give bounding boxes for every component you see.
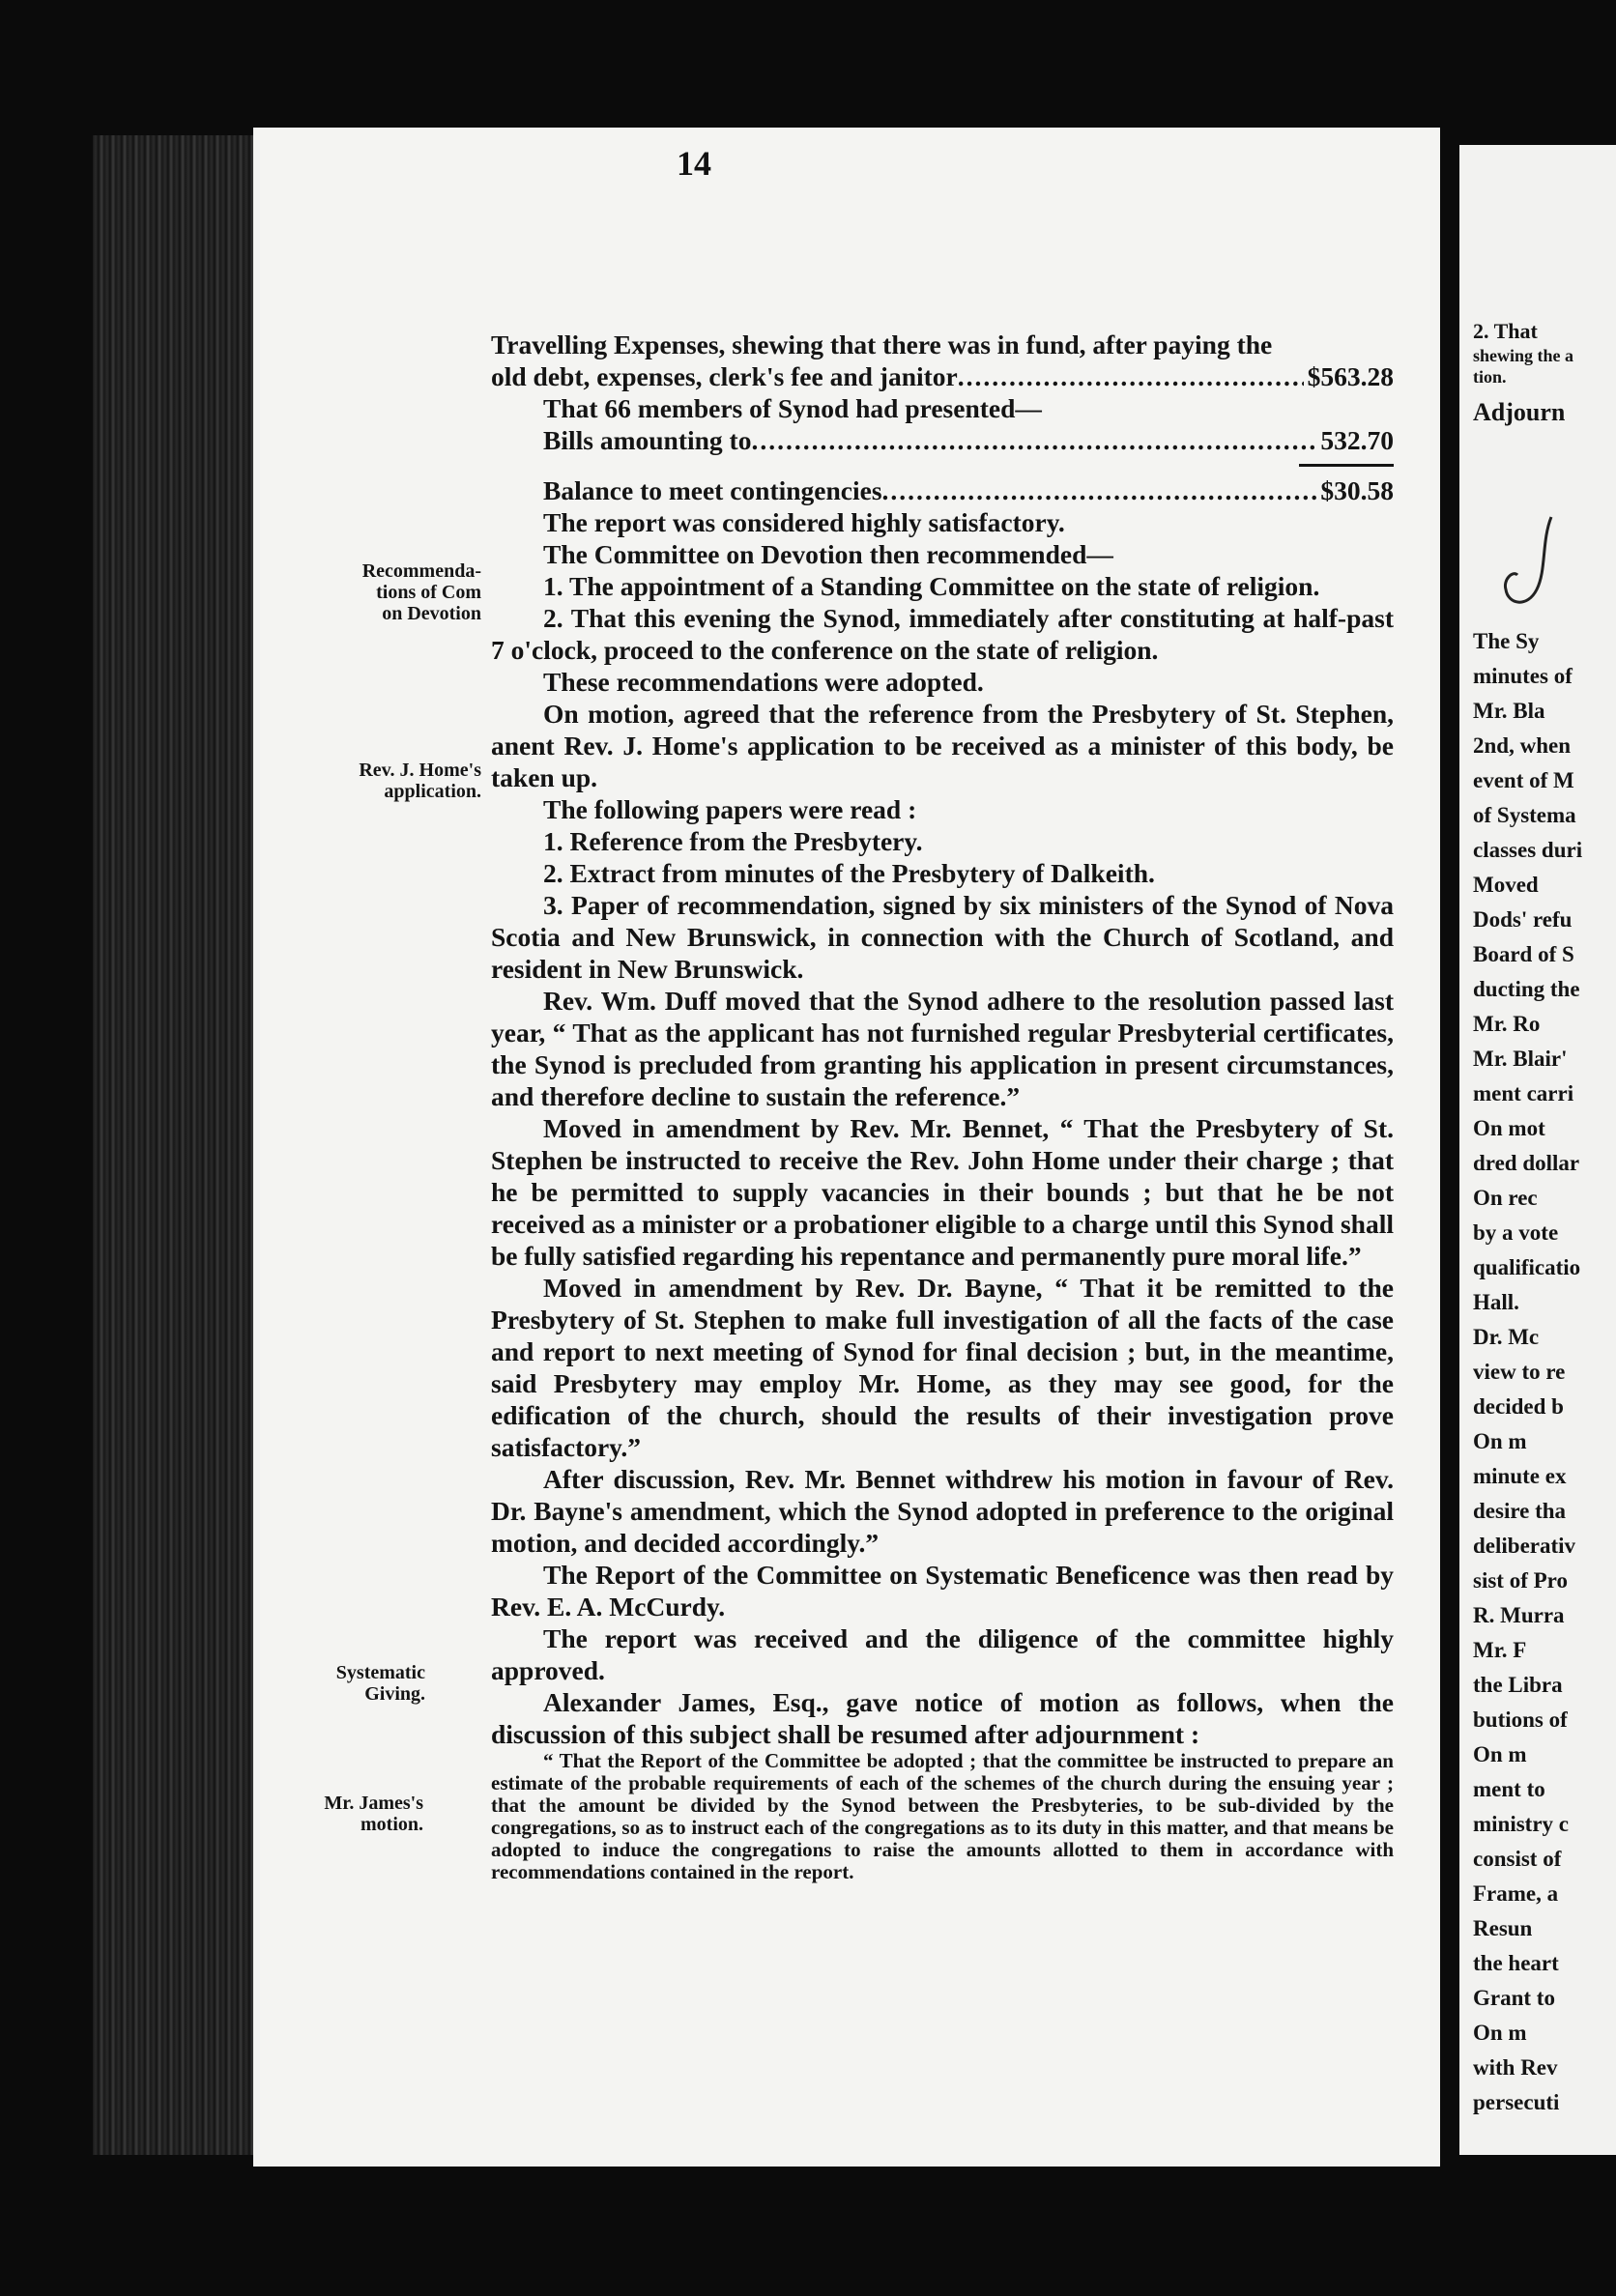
ledger-row <box>491 424 1394 456</box>
right-page-line: Dr. Mc <box>1473 1325 1540 1349</box>
right-page-line: Mr. Bla <box>1473 699 1545 723</box>
right-page-line: view to re <box>1473 1360 1566 1384</box>
right-page-line: Mr. Ro <box>1473 1012 1541 1036</box>
margin-note-devotion: Recommenda- tions of Com on Devotion <box>361 560 481 624</box>
leader-dots <box>751 424 1316 456</box>
right-page-line: minutes of <box>1473 664 1573 688</box>
right-page-line: event of M <box>1473 768 1574 792</box>
leader-dots <box>882 474 1317 506</box>
right-page-line: decided b <box>1473 1394 1564 1419</box>
paragraph: These recommendations were adopted. <box>543 667 984 697</box>
page-number: 14 <box>677 144 711 183</box>
right-page-line: Adjourn <box>1473 398 1566 426</box>
ledger-row <box>491 474 1394 506</box>
ledger-label: Balance to meet contingencies <box>543 475 882 505</box>
paragraph: 2. Extract from minutes of the Presbytery of Dalkeith. <box>543 858 1155 888</box>
right-page-line: On rec <box>1473 1186 1538 1210</box>
right-page-line: consist of <box>1473 1847 1562 1871</box>
quoted-motion: “ That the Report of the Committee be adopted ; that the committee be instructed to prepare an estimate of the probable requirements of each of the schemes of the church during the ensuing year ; that the amount be divided by the Synod between the Presbyteries, to be sub-divided by the congregations, so as to instruct each of the congregations as to its duty in this matter, and that means be adopted to induce the congregations to raise the amounts allotted to them in accordance with recommendations contained in the report. <box>491 1749 1394 1883</box>
right-page-line: butions of <box>1473 1708 1568 1732</box>
margin-note-james: Mr. James's motion. <box>324 1793 423 1835</box>
paragraph: After discussion, Rev. Mr. Bennet withdrew his motion in favour of Rev. Dr. Bayne's amendment, which the Synod adopted in preference to the original motion, and decided accordingly.” <box>491 1464 1394 1558</box>
paragraph: 1. Reference from the Presbytery. <box>543 826 923 856</box>
right-page-line: tion. <box>1473 367 1507 387</box>
right-page-line: by a vote <box>1473 1220 1559 1245</box>
right-page-line: deliberativ <box>1473 1534 1576 1558</box>
right-page-line: ment carri <box>1473 1081 1574 1105</box>
paragraph: The report was received and the diligence of the committee highly approved. <box>491 1623 1394 1685</box>
right-page-line: R. Murra <box>1473 1603 1565 1627</box>
paragraph: Moved in amendment by Rev. Dr. Bayne, “ That it be remitted to the Presbytery of St. Stephen to make full investigation of all the facts of the case and report to next meeting of Synod for final decision ; but, in the meantime, said Presbytery may employ Mr. Home, as they may see good, for the edification of the church, should the results of their investigation prove satisfactory.” <box>491 1273 1394 1462</box>
right-page-line: The Sy <box>1473 629 1540 653</box>
right-page-line: Frame, a <box>1473 1881 1559 1906</box>
leader-dots <box>958 360 1304 392</box>
right-page-line: desire tha <box>1473 1499 1567 1523</box>
paragraph: On motion, agreed that the reference from the Presbytery of St. Stephen, anent Rev. J. Home's application to be received as a minister of this body, be taken up. <box>491 699 1394 792</box>
paragraph: The Report of the Committee on Systematic Beneficence was then read by Rev. E. A. McCurdy. <box>491 1560 1394 1622</box>
right-page-line: On m <box>1473 2021 1527 2045</box>
margin-note-home: Rev. J. Home's application. <box>359 760 481 802</box>
ledger-amount: 532.70 <box>1320 425 1394 455</box>
right-page-line: the Libra <box>1473 1673 1563 1697</box>
right-page-line: On m <box>1473 1742 1527 1766</box>
right-page-line: Mr. Blair' <box>1473 1047 1568 1071</box>
ledger-row <box>491 360 1394 392</box>
paragraph: The report was considered highly satisfactory. <box>543 507 1065 537</box>
right-page-line: Mr. F <box>1473 1638 1527 1662</box>
right-page-line: Resun <box>1473 1916 1533 1940</box>
paragraph: Moved in amendment by Rev. Mr. Bennet, “ That the Presbytery of St. Stephen be instructed to receive the Rev. John Home under their charge ; that he be permitted to supply vacancies in their bounds ; but that he be not received as a minister or a probationer eligible to a charge until this Synod shall be fully satisfied regarding his repentance and permanently pure moral life.” <box>491 1113 1395 1271</box>
book-spine-edge <box>93 135 257 2155</box>
right-page-line: persecuti <box>1473 2090 1560 2114</box>
sum-rule <box>1299 464 1394 467</box>
right-page-line: On m <box>1473 1429 1527 1453</box>
right-page-line: minute ex <box>1473 1464 1567 1488</box>
paragraph: The Committee on Devotion then recommended— <box>543 539 1113 569</box>
right-page-line: Dods' refu <box>1473 907 1573 932</box>
right-page-line: with Rev <box>1473 2055 1558 2080</box>
right-page-line: of Systema <box>1473 803 1576 827</box>
page-gutter <box>1440 128 1459 2167</box>
page-body <box>491 329 1394 1883</box>
ledger-amount: $30.58 <box>1320 475 1394 505</box>
paragraph: Alexander James, Esq., gave notice of motion as follows, when the discussion of this subject shall be resumed after adjournment : <box>491 1687 1394 1749</box>
paragraph: Rev. Wm. Duff moved that the Synod adhere to the resolution passed last year, “ That as the applicant has not furnished regular Presbyterial certificates, the Synod is precluded from granting his application in present circumstances, and therefore decline to sustain the reference.” <box>491 986 1394 1111</box>
paragraph: The following papers were read : <box>543 794 917 824</box>
right-page-line: Grant to <box>1473 1986 1555 2010</box>
right-page-line: dred dollar <box>1473 1151 1580 1175</box>
right-page-line: the heart <box>1473 1951 1559 1975</box>
right-page-line: ment to <box>1473 1777 1545 1801</box>
right-page-line: 2. That <box>1473 319 1538 343</box>
right-page-line: Board of S <box>1473 942 1574 966</box>
margin-note-giving: Systematic Giving. <box>335 1662 425 1705</box>
right-page-line: Hall. <box>1473 1290 1519 1314</box>
paragraph: 1. The appointment of a Standing Committee on the state of religion. <box>543 571 1320 601</box>
right-page-line: classes duri <box>1473 838 1583 862</box>
right-page-line: ministry c <box>1473 1812 1570 1836</box>
ledger-label: Bills amounting to <box>543 425 752 455</box>
right-page-line: qualificatio <box>1473 1255 1581 1279</box>
paragraph: 2. That this evening the Synod, immediately after constituting at half-past 7 o'clock, proceed to the conference on the state of religion. <box>491 603 1394 665</box>
right-page-text <box>1473 624 1616 2120</box>
paragraph: That 66 members of Synod had presented— <box>543 393 1042 423</box>
paragraph: 3. Paper of recommendation, signed by six ministers of the Synod of Nova Scotia and New Brunswick, in connection with the Church of Scotland, and resident in New Brunswick. <box>491 890 1394 984</box>
right-page-line: shewing the a <box>1473 346 1574 365</box>
ledger-label: old debt, expenses, clerk's fee and janitor <box>491 361 958 391</box>
right-page-line: 2nd, when <box>1473 733 1571 758</box>
paragraph: Travelling Expenses, shewing that there was in fund, after paying the <box>491 330 1273 359</box>
handwritten-mark <box>1498 512 1575 618</box>
right-page-line: ducting the <box>1473 977 1580 1001</box>
right-page-line: Moved <box>1473 873 1539 897</box>
right-page-line: sist of Pro <box>1473 1568 1568 1593</box>
right-page-line: On mot <box>1473 1116 1545 1140</box>
ledger-amount: $563.28 <box>1307 361 1394 391</box>
